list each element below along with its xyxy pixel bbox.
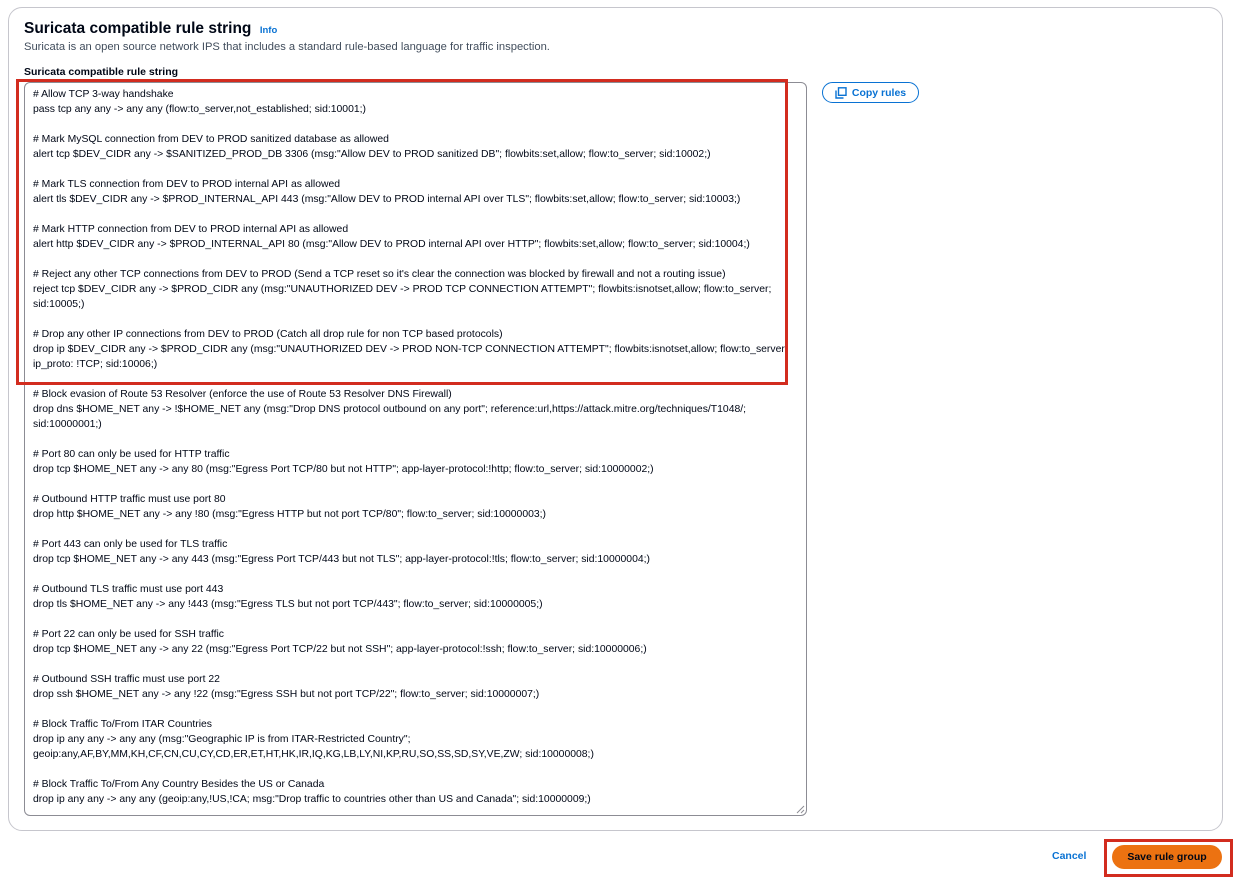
rule-line: drop ip any any -> any any (msg:"Geographic IP is from ITAR-Restricted Country"; [33,734,411,745]
rule-comment-line: # Reject any other TCP connections from DEV to PROD (Send a TCP reset so it's clear the connection was blocked by firewall and not a routing issue) [33,269,726,280]
rule-line: geoip:any,AF,BY,MM,KH,CF,CN,CU,CY,CD,ER,ET,HT,HK,IR,IQ,KG,LB,LY,NI,KP,RU,SO,SS,SD,SY,VE,ZW; sid:10000008;) [33,749,594,760]
rule-line: drop tls $HOME_NET any -> any !443 (msg:"Egress TLS but not port TCP/443"; flow:to_server; sid:10000005;) [33,599,543,610]
rule-line: drop ip $DEV_CIDR any -> $PROD_CIDR any (msg:"UNAUTHORIZED DEV -> PROD NON-TCP CONNECTION ATTEMPT"; flowbits:isnotset,allow; flow:to_server; [33,344,788,355]
rule-line: drop tcp $HOME_NET any -> any 80 (msg:"Egress Port TCP/80 but not HTTP"; app-layer-protocol:!http; flow:to_server; sid:10000002;) [33,464,654,475]
rule-line: alert tls $DEV_CIDR any -> $PROD_INTERNAL_API 443 (msg:"Allow DEV to PROD internal API over TLS"; flowbits:set,allow; flow:to_server; sid:10003;) [33,194,741,205]
rule-line: drop tcp $HOME_NET any -> any 22 (msg:"Egress Port TCP/22 but not SSH"; app-layer-protocol:!ssh; flow:to_server; sid:10000006;) [33,644,647,655]
rule-line: sid:10005;) [33,299,85,310]
rule-comment-line: # Port 22 can only be used for SSH traffic [33,629,224,640]
rule-line: sid:10000001;) [33,419,102,430]
rule-comment-line: # Port 80 can only be used for HTTP traffic [33,449,230,460]
save-rule-group-button[interactable]: Save rule group [1112,845,1222,869]
copy-rules-button[interactable] [822,82,919,103]
rule-line: reject tcp $DEV_CIDR any -> $PROD_CIDR any (msg:"UNAUTHORIZED DEV -> PROD TCP CONNECTION ATTEMPT"; flowbits:isnotset,allow; flow:to_server; [33,284,772,295]
rule-line: pass tcp any any -> any any (flow:to_server,not_established; sid:10001;) [33,104,366,115]
page-title: Suricata compatible rule string [24,20,252,37]
rule-comment-line: # Block evasion of Route 53 Resolver (enforce the use of Route 53 Resolver DNS Firewall) [33,389,452,400]
rule-line: alert tcp $DEV_CIDR any -> $SANITIZED_PROD_DB 3306 (msg:"Allow DEV to PROD sanitized DB"; flowbits:set,allow; flow:to_server; sid:10002;) [33,149,711,160]
rule-comment-line: # Mark TLS connection from DEV to PROD internal API as allowed [33,179,341,190]
rule-comment-line: # Mark MySQL connection from DEV to PROD sanitized database as allowed [33,134,389,145]
rule-comment-line: # Drop any other IP connections from DEV to PROD (Catch all drop rule for non TCP based protocols) [33,329,503,340]
rule-line: drop ip any any -> any any (geoip:any,!US,!CA; msg:"Drop traffic to countries other than US and Canada"; sid:10000009;) [33,794,591,805]
rule-comment-line: # Block Traffic To/From ITAR Countries [33,719,213,730]
rule-string-label: Suricata compatible rule string [24,66,179,78]
cancel-button[interactable]: Cancel [1052,850,1087,862]
rule-comment-line: # Outbound HTTP traffic must use port 80 [33,494,226,505]
resize-grip-icon[interactable] [796,805,805,814]
rule-comment-line: # Outbound SSH traffic must use port 22 [33,674,220,685]
page-description: Suricata is an open source network IPS that includes a standard rule-based language for traffic inspection. [24,41,550,53]
rule-line: drop http $HOME_NET any -> any !80 (msg:"Egress HTTP but not port TCP/80"; flow:to_server; sid:10000003;) [33,509,547,520]
header [24,20,277,38]
copy-rules-label: Copy rules [851,86,907,99]
rule-line: alert http $DEV_CIDR any -> $PROD_INTERNAL_API 80 (msg:"Allow DEV to PROD internal API over HTTP"; flowbits:set,allow; flow:to_server; sid:10004;) [33,239,750,250]
rule-comment-line: # Allow TCP 3-way handshake [33,89,174,100]
rule-comment-line: # Block Traffic To/From Any Country Besides the US or Canada [33,779,325,790]
rule-line: ip_proto: !TCP; sid:10006;) [33,359,158,370]
rule-comment-line: # Outbound TLS traffic must use port 443 [33,584,224,595]
rule-comment-line: # Mark HTTP connection from DEV to PROD internal API as allowed [33,224,349,235]
info-link[interactable]: Info [259,25,278,36]
rule-string-textarea[interactable] [24,82,807,816]
rule-line: drop dns $HOME_NET any -> !$HOME_NET any (msg:"Drop DNS protocol outbound on any port"; reference:url,https://attack.mitre.org/techniques/T1048/; [33,404,747,415]
copy-icon [835,87,847,99]
rule-line: drop tcp $HOME_NET any -> any 443 (msg:"Egress Port TCP/443 but not TLS"; app-layer-protocol:!tls; flow:to_server; sid:10000004;) [33,554,650,565]
rule-comment-line: # Port 443 can only be used for TLS traffic [33,539,228,550]
rule-line: drop ssh $HOME_NET any -> any !22 (msg:"Egress SSH but not port TCP/22"; flow:to_server; sid:10000007;) [33,689,540,700]
